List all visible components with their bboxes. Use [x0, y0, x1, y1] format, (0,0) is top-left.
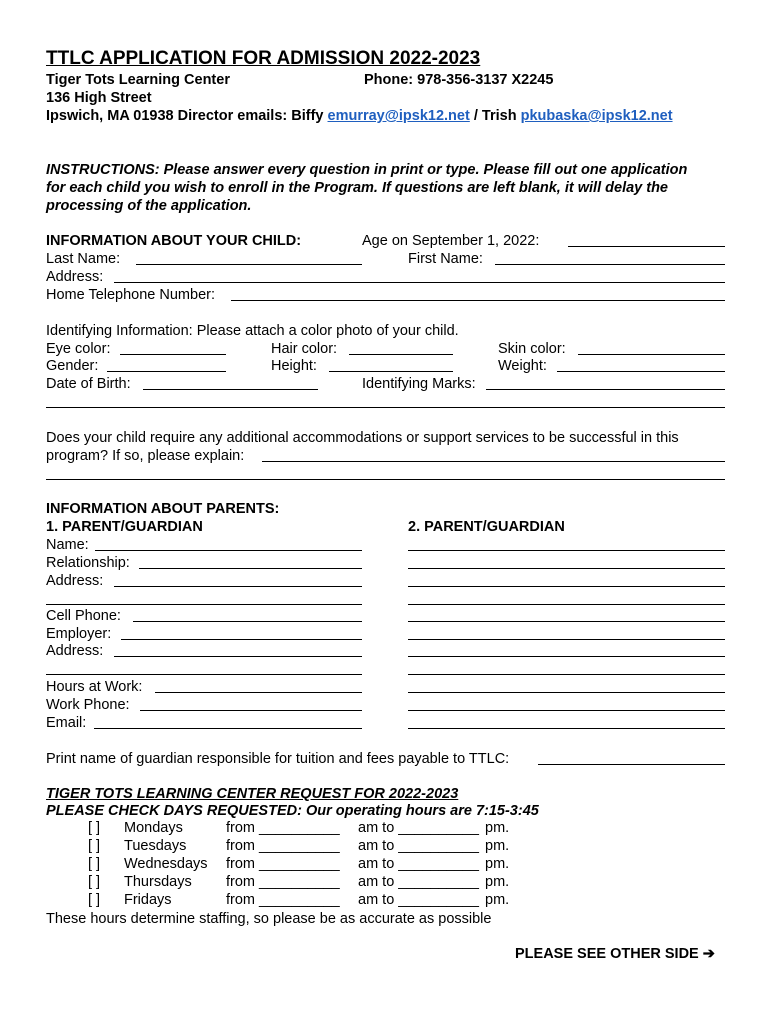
parent2-hours-field[interactable]	[408, 692, 725, 693]
pm-label: pm.	[485, 820, 510, 836]
first-name-label: First Name:	[408, 251, 483, 267]
parent1-email-field[interactable]	[94, 728, 362, 729]
request-heading: TIGER TOTS LEARNING CENTER REQUEST FOR 2022-2023	[46, 786, 459, 802]
email-separator: / Trish	[473, 108, 517, 124]
parent2-cell-phone-field[interactable]	[408, 621, 725, 622]
height-label: Height:	[271, 358, 317, 374]
street-address: 136 High Street	[46, 90, 152, 106]
last-name-field[interactable]	[136, 264, 362, 265]
center-name: Tiger Tots Learning Center	[46, 72, 230, 88]
first-name-field[interactable]	[495, 264, 725, 265]
accommodations-question-2: program? If so, please explain:	[46, 448, 245, 464]
hours-at-work-label: Hours at Work:	[46, 679, 143, 695]
employer-address-label: Address:	[46, 643, 104, 659]
director-emails	[46, 107, 673, 125]
parent-address-label: Address:	[46, 573, 104, 589]
day-label: Wednesdays	[124, 856, 208, 872]
checkbox-wednesday[interactable]: [ ]	[88, 856, 101, 872]
email-link-trish[interactable]: pkubaska@ipsk12.net	[520, 108, 673, 124]
day-label: Tuesdays	[124, 838, 187, 854]
to-time-field[interactable]: am to __________	[358, 838, 479, 854]
pm-label: pm.	[485, 856, 510, 872]
parent2-employer-address-field-2[interactable]	[408, 674, 725, 675]
to-time-field[interactable]: am to __________	[358, 856, 479, 872]
parent1-employer-field[interactable]	[121, 639, 362, 640]
child-address-label: Address:	[46, 269, 104, 285]
employer-label: Employer:	[46, 626, 112, 642]
instructions-line-1: INSTRUCTIONS: Please answer every question in print or type. Please fill out one application	[46, 162, 688, 178]
height-field[interactable]	[329, 371, 453, 372]
checkbox-monday[interactable]: [ ]	[88, 820, 101, 836]
parent2-address-field-2[interactable]	[408, 604, 725, 605]
child-section-heading: INFORMATION ABOUT YOUR CHILD:	[46, 233, 302, 249]
weight-field[interactable]	[557, 371, 725, 372]
pm-label: pm.	[485, 892, 510, 908]
parent2-name-field[interactable]	[408, 550, 725, 551]
tuition-responsible-label: Print name of guardian responsible for tuition and fees payable to TTLC:	[46, 751, 510, 767]
day-label: Mondays	[124, 820, 183, 836]
form-title: TTLC APPLICATION FOR ADMISSION 2022-2023	[46, 48, 481, 69]
parent1-name-field[interactable]	[95, 550, 362, 551]
accommodations-question: Does your child require any additional accommodations or support services to be successful in this	[46, 430, 679, 446]
city-line: Ipswich, MA 01938 Director emails: Biffy	[46, 108, 324, 124]
instructions-line-2: for each child you wish to enroll in the Program. If questions are left blank, it will delay the	[46, 180, 668, 196]
identifying-marks-field[interactable]	[486, 389, 725, 390]
skin-color-field[interactable]	[578, 354, 725, 355]
parent2-employer-field[interactable]	[408, 639, 725, 640]
parent2-address-field[interactable]	[408, 586, 725, 587]
dob-field[interactable]	[143, 389, 318, 390]
parent1-work-phone-field[interactable]	[140, 710, 362, 711]
request-days-heading: PLEASE CHECK DAYS REQUESTED: Our operating hours are 7:15-3:45	[46, 803, 539, 819]
child-address-field[interactable]	[114, 282, 725, 283]
age-field[interactable]	[568, 246, 725, 247]
to-time-field[interactable]: am to __________	[358, 874, 479, 890]
skin-color-label: Skin color:	[498, 341, 566, 357]
parent1-employer-address-field[interactable]	[114, 656, 362, 657]
accommodations-field[interactable]	[262, 461, 725, 462]
age-label: Age on September 1, 2022:	[362, 233, 540, 249]
hair-color-label: Hair color:	[271, 341, 338, 357]
accommodations-field-2[interactable]	[46, 479, 725, 480]
from-time-field[interactable]: from __________	[226, 892, 340, 908]
staffing-note: These hours determine staffing, so please be as accurate as possible	[46, 911, 492, 927]
instructions-line-3: processing of the application.	[46, 198, 252, 214]
parent1-employer-address-field-2[interactable]	[46, 674, 362, 675]
see-other-side	[515, 945, 715, 963]
pm-label: pm.	[485, 838, 510, 854]
from-time-field[interactable]: from __________	[226, 874, 340, 890]
arrow-right-icon: ➔	[702, 946, 715, 962]
parent1-heading: 1. PARENT/GUARDIAN	[46, 519, 203, 535]
day-label: Thursdays	[124, 874, 192, 890]
dob-label: Date of Birth:	[46, 376, 131, 392]
relationship-label: Relationship:	[46, 555, 130, 571]
parent2-employer-address-field[interactable]	[408, 656, 725, 657]
see-other-side-label: PLEASE SEE OTHER SIDE	[515, 946, 699, 962]
identifying-marks-label: Identifying Marks:	[362, 376, 476, 392]
photo-note: Identifying Information: Please attach a color photo of your child.	[46, 323, 459, 339]
home-phone-field[interactable]	[231, 300, 725, 301]
parent1-relationship-field[interactable]	[139, 568, 362, 569]
parent1-address-field-2[interactable]	[46, 604, 362, 605]
checkbox-tuesday[interactable]: [ ]	[88, 838, 101, 854]
from-time-field[interactable]: from __________	[226, 838, 340, 854]
parent1-address-field[interactable]	[114, 586, 362, 587]
parent2-email-field[interactable]	[408, 728, 725, 729]
parent2-relationship-field[interactable]	[408, 568, 725, 569]
eye-color-label: Eye color:	[46, 341, 111, 357]
parent1-hours-field[interactable]	[155, 692, 362, 693]
home-phone-label: Home Telephone Number:	[46, 287, 215, 303]
tuition-responsible-field[interactable]	[538, 764, 725, 765]
identifying-marks-field-2[interactable]	[46, 407, 725, 408]
parent2-heading: 2. PARENT/GUARDIAN	[408, 519, 565, 535]
email-link-biffy[interactable]: emurray@ipsk12.net	[327, 108, 470, 124]
from-time-field[interactable]: from __________	[226, 820, 340, 836]
parent-name-label: Name:	[46, 537, 89, 553]
parent2-work-phone-field[interactable]	[408, 710, 725, 711]
checkbox-thursday[interactable]: [ ]	[88, 874, 101, 890]
work-phone-label: Work Phone:	[46, 697, 130, 713]
weight-label: Weight:	[498, 358, 547, 374]
parent1-cell-phone-field[interactable]	[133, 621, 362, 622]
last-name-label: Last Name:	[46, 251, 121, 267]
to-time-field[interactable]: am to __________	[358, 820, 479, 836]
parents-section-heading: INFORMATION ABOUT PARENTS:	[46, 501, 280, 517]
gender-label: Gender:	[46, 358, 99, 374]
parent-email-label: Email:	[46, 715, 87, 731]
center-phone: Phone: 978-356-3137 X2245	[364, 72, 554, 88]
hair-color-field[interactable]	[349, 354, 453, 355]
checkbox-friday[interactable]: [ ]	[88, 892, 101, 908]
eye-color-field[interactable]	[120, 354, 226, 355]
gender-field[interactable]	[107, 371, 226, 372]
from-time-field[interactable]: from __________	[226, 856, 340, 872]
pm-label: pm.	[485, 874, 510, 890]
cell-phone-label: Cell Phone:	[46, 608, 121, 624]
day-label: Fridays	[124, 892, 172, 908]
to-time-field[interactable]: am to __________	[358, 892, 479, 908]
